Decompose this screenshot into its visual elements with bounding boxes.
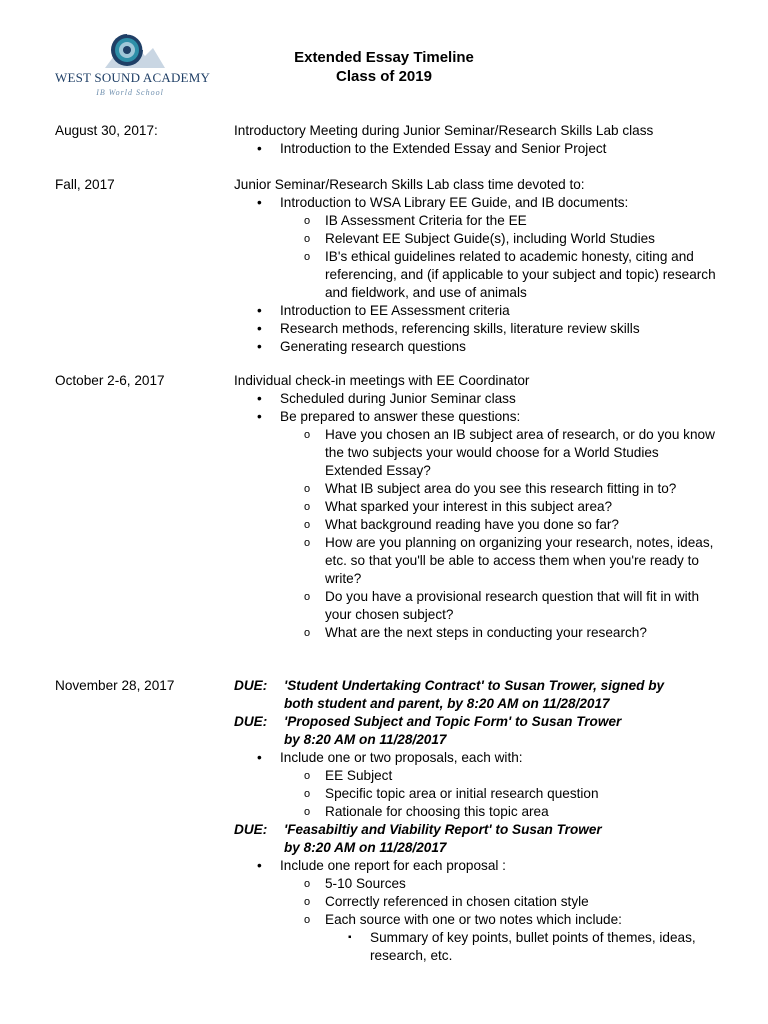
school-subtitle: IB World School — [96, 88, 164, 97]
entry-heading: Individual check-in meetings with EE Coordinator — [234, 373, 530, 388]
sub-bullet-list — [280, 212, 718, 302]
due-text: 'Student Undertaking Contract' to Susan Trower, signed by — [284, 678, 665, 693]
entry-date: Fall, 2017 — [55, 177, 115, 192]
due-text: 'Feasabiltiy and Viability Report' to Susan Trower — [284, 822, 602, 837]
title-line-1: Extended Essay Timeline — [294, 49, 474, 66]
entry-body — [234, 677, 718, 965]
sub-bullet-text: Each source with one or two notes which include: — [325, 912, 622, 927]
due-text-continued: both student and parent, by 8:20 AM on 11/28/2017 — [284, 696, 610, 711]
entry-date: November 28, 2017 — [55, 678, 175, 693]
bullet-item: • Introduction to EE Assessment criteria — [234, 302, 718, 320]
bullet-list — [234, 390, 718, 642]
due-text-continued: by 8:20 AM on 11/28/2017 — [284, 732, 447, 747]
entry-body — [234, 176, 718, 356]
sub-bullet-item: o What background reading have you done so far? — [280, 516, 718, 534]
bullet-text: Introduction to WSA Library EE Guide, and IB documents: — [280, 195, 629, 210]
sub-bullet-item: o Relevant EE Subject Guide(s), including World Studies — [280, 230, 718, 248]
sub-sub-bullet-list — [325, 929, 718, 965]
title-line-2: Class of 2019 — [336, 68, 432, 85]
sub-bullet-item: o Correctly referenced in chosen citation style — [280, 893, 718, 911]
document-title — [246, 48, 522, 86]
bullet-text: Include one report for each proposal : — [280, 858, 506, 873]
school-logo — [53, 30, 211, 104]
sub-bullet-list — [280, 767, 718, 821]
bullet-list — [234, 194, 718, 356]
due-item-proposal — [234, 713, 718, 749]
bullet-text: Be prepared to answer these questions: — [280, 409, 521, 424]
sub-sub-bullet-item: ▪ Summary of key points, bullet points of themes, ideas, research, etc. — [325, 929, 718, 965]
due-item-feasibility — [234, 821, 718, 857]
sub-bullet-item: o Specific topic area or initial research question — [280, 785, 718, 803]
bullet-item — [234, 857, 718, 965]
bullet-text: Include one or two proposals, each with: — [280, 750, 523, 765]
bullet-item — [234, 749, 718, 821]
entry-body — [234, 372, 718, 642]
due-label: DUE: — [234, 822, 268, 837]
due-text: 'Proposed Subject and Topic Form' to Susan Trower — [284, 714, 622, 729]
sub-bullet-item: o What IB subject area do you see this research fitting in to? — [280, 480, 718, 498]
sub-bullet-item: o Do you have a provisional research question that will fit in with your chosen subject? — [280, 588, 718, 624]
sub-bullet-item: o What sparked your interest in this subject area? — [280, 498, 718, 516]
sub-bullet-item: o What are the next steps in conducting your research? — [280, 624, 718, 642]
bullet-item: • Research methods, referencing skills, literature review skills — [234, 320, 718, 338]
entry-body — [234, 122, 718, 158]
bullet-item — [234, 408, 718, 642]
entry-date: August 30, 2017: — [55, 123, 158, 138]
bullet-item — [234, 194, 718, 302]
sub-bullet-item: o How are you planning on organizing your research, notes, ideas, etc. so that you'll be able to access them when you're ready to write? — [280, 534, 718, 588]
bullet-list — [234, 140, 718, 158]
entry-heading: Introductory Meeting during Junior Seminar/Research Skills Lab class — [234, 123, 654, 138]
sub-bullet-list — [280, 426, 718, 642]
bullet-list — [234, 749, 718, 821]
sub-bullet-item: o 5-10 Sources — [280, 875, 718, 893]
school-name: WEST SOUND ACADEMY — [55, 70, 211, 85]
bullet-list — [234, 857, 718, 965]
sub-bullet-item: o Rationale for choosing this topic area — [280, 803, 718, 821]
sub-bullet-item: o IB Assessment Criteria for the EE — [280, 212, 718, 230]
sub-bullet-item: o Have you chosen an IB subject area of research, or do you know the two subjects your would choose for a World Studies Extended Essay? — [280, 426, 718, 480]
entry-date: October 2-6, 2017 — [55, 373, 165, 388]
sub-bullet-item: o IB's ethical guidelines related to academic honesty, citing and referencing, and (if applicable to your subject and topic) research and fieldwork, and use of animals — [280, 248, 718, 302]
due-item-contract — [234, 677, 718, 713]
nautilus-emblem-icon — [105, 30, 165, 70]
due-text-continued: by 8:20 AM on 11/28/2017 — [284, 840, 447, 855]
due-label: DUE: — [234, 678, 268, 693]
entry-heading: Junior Seminar/Research Skills Lab class time devoted to: — [234, 177, 585, 192]
sub-bullet-item: o EE Subject — [280, 767, 718, 785]
bullet-item: • Generating research questions — [234, 338, 718, 356]
sub-bullet-item — [280, 911, 718, 965]
bullet-item: • Scheduled during Junior Seminar class — [234, 390, 718, 408]
sub-bullet-list — [280, 875, 718, 965]
bullet-item: • Introduction to the Extended Essay and Senior Project — [234, 140, 718, 158]
due-label: DUE: — [234, 714, 268, 729]
